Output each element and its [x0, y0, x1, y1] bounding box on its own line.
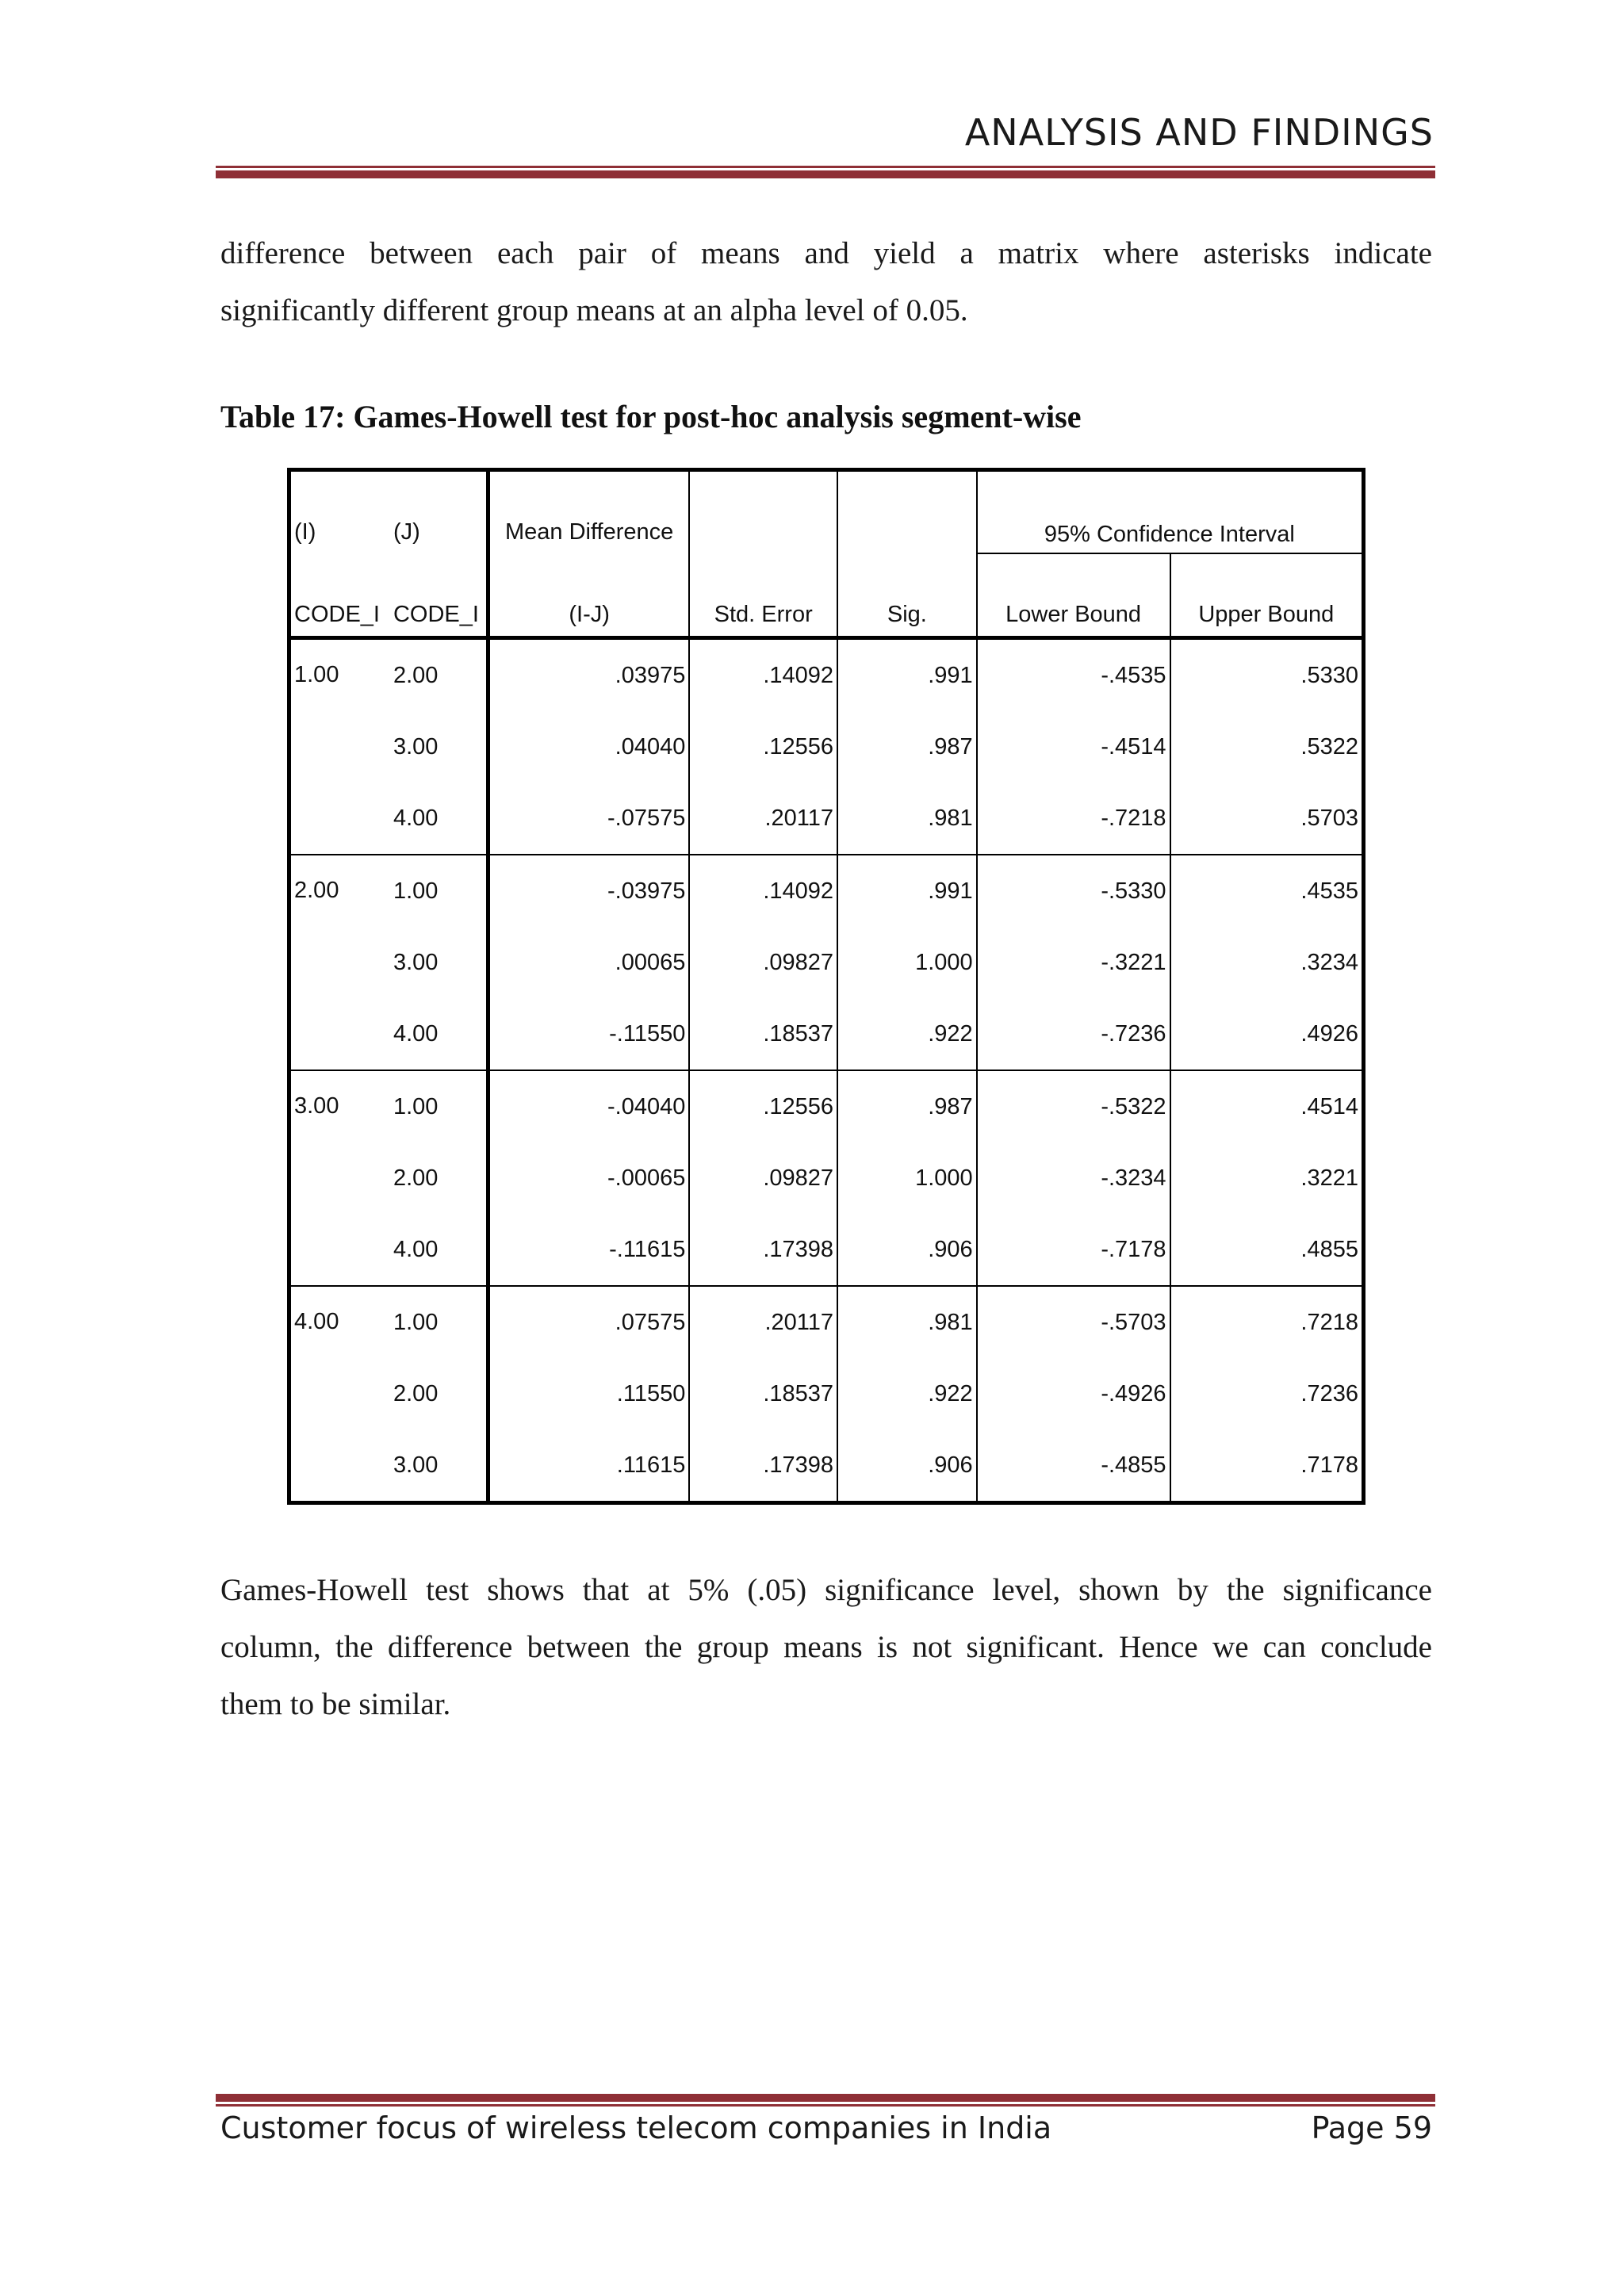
cell-sig: .906 — [837, 1214, 977, 1286]
cell-lower-bound: -.4855 — [977, 1429, 1170, 1503]
cell-mean-diff: .03975 — [488, 638, 689, 712]
cell-mean-diff: -.07575 — [488, 783, 689, 855]
table-row — [289, 1214, 1364, 1286]
cell-std-error: .12556 — [689, 711, 837, 783]
footer-title: Customer focus of wireless telecom companies in India — [220, 2110, 1052, 2145]
cell-std-error: .20117 — [689, 1286, 837, 1358]
table-row — [289, 855, 1364, 927]
page-header-title: ANALYSIS AND FINDINGS — [964, 111, 1434, 154]
cell-lower-bound: -.4926 — [977, 1358, 1170, 1429]
cell-mean-diff: .07575 — [488, 1286, 689, 1358]
cell-code-j: 2.00 — [390, 638, 488, 712]
header-std-error: Std. Error — [689, 553, 837, 638]
cell-code-j: 1.00 — [390, 1070, 488, 1142]
header-confidence-interval: 95% Confidence Interval — [977, 470, 1364, 554]
cell-upper-bound: .4855 — [1170, 1214, 1364, 1286]
cell-upper-bound: .4926 — [1170, 998, 1364, 1070]
header-mean-diff-2: (I-J) — [488, 553, 689, 638]
cell-mean-diff: .11615 — [488, 1429, 689, 1503]
conclusion-line-1: Games-Howell test shows that at 5% (.05) significance level, shown by the significance — [220, 1573, 1432, 1607]
cell-std-error: .18537 — [689, 1358, 837, 1429]
cell-upper-bound: .5703 — [1170, 783, 1364, 855]
conclusion-line-3: them to be similar. — [220, 1687, 451, 1721]
cell-mean-diff: -.00065 — [488, 1142, 689, 1214]
cell-code-i: 1.00 — [289, 638, 390, 855]
cell-code-i: 4.00 — [294, 1309, 339, 1334]
cell-lower-bound: -.5330 — [977, 855, 1170, 927]
table-row — [289, 1429, 1364, 1503]
cell-upper-bound: .7218 — [1300, 1309, 1358, 1335]
cell-upper-bound: .3221 — [1300, 1165, 1358, 1191]
cell-std-error: .14092 — [689, 638, 837, 712]
cell-lower-bound: -.7236 — [977, 998, 1170, 1070]
table-row — [289, 927, 1364, 998]
cell-mean-diff: .00065 — [488, 927, 689, 998]
table-row — [289, 1358, 1364, 1429]
cell-code-j: 3.00 — [390, 711, 488, 783]
cell-code-i: 3.00 — [289, 1070, 390, 1286]
header-mean-diff-1: Mean Difference — [488, 470, 689, 554]
cell-lower-bound: -.4514 — [977, 711, 1170, 783]
header-i-1: (I) — [294, 519, 316, 545]
cell-std-error: .12556 — [689, 1070, 837, 1142]
cell-code-i: 2.00 — [289, 855, 390, 1070]
cell-sig: 1.000 — [837, 927, 977, 998]
cell-std-error: .17398 — [689, 1429, 837, 1503]
cell-code-j: 2.00 — [390, 1142, 488, 1214]
cell-upper-bound: .4514 — [1300, 1093, 1358, 1119]
cell-code-j: 4.00 — [390, 783, 488, 855]
header-sig: Sig. — [837, 553, 977, 638]
table-row — [289, 1286, 1364, 1358]
table-row — [289, 1142, 1364, 1214]
cell-std-error: .20117 — [689, 783, 837, 855]
cell-lower-bound: -.4535 — [977, 638, 1170, 712]
header-j-2: CODE_I — [390, 553, 488, 638]
table-header-row-1 — [289, 470, 1364, 554]
cell-sig: .922 — [837, 1358, 977, 1429]
table-row — [289, 1070, 1364, 1142]
cell-sig: .906 — [837, 1429, 977, 1503]
table-row — [289, 783, 1364, 855]
table-row — [289, 638, 1364, 712]
cell-mean-diff: .04040 — [488, 711, 689, 783]
header-std-error-spacer — [689, 470, 837, 554]
cell-mean-diff: -.03975 — [488, 855, 689, 927]
header-j-1: (J) — [390, 470, 488, 554]
cell-lower-bound: -.7178 — [977, 1214, 1170, 1286]
cell-sig: .991 — [837, 855, 977, 927]
cell-mean-diff: -.04040 — [488, 1070, 689, 1142]
intro-line-2: significantly different group means at an alpha level of 0.05. — [220, 293, 968, 327]
cell-sig: .991 — [837, 638, 977, 712]
cell-sig: .922 — [837, 998, 977, 1070]
games-howell-table — [287, 468, 1365, 1505]
cell-std-error: .18537 — [689, 998, 837, 1070]
cell-std-error: .14092 — [689, 855, 837, 927]
cell-mean-diff: .11550 — [488, 1358, 689, 1429]
cell-lower-bound: -.3221 — [977, 927, 1170, 998]
cell-upper-bound: .3234 — [1300, 949, 1358, 975]
cell-mean-diff: -.11615 — [488, 1214, 689, 1286]
cell-upper-bound: .5322 — [1300, 733, 1358, 760]
cell-std-error: .09827 — [689, 1142, 837, 1214]
intro-line-1: difference between each pair of means and yield a matrix where asterisks indicate — [220, 236, 1432, 270]
cell-lower-bound: -.5703 — [977, 1286, 1170, 1358]
cell-code-j: 2.00 — [390, 1358, 488, 1429]
cell-sig: .987 — [837, 711, 977, 783]
header-sig-spacer — [837, 470, 977, 554]
footer-rule-thick — [216, 2094, 1435, 2102]
cell-upper-bound: .7236 — [1300, 1380, 1358, 1406]
cell-upper-bound: .7178 — [1300, 1452, 1358, 1478]
cell-upper-bound: .5330 — [1300, 662, 1358, 688]
header-i-2: CODE_I — [289, 553, 390, 638]
footer-page-number: Page 59 — [1311, 2110, 1432, 2145]
cell-sig: .981 — [837, 1286, 977, 1358]
cell-sig: .981 — [837, 783, 977, 855]
header-upper-bound: Upper Bound — [1170, 553, 1364, 638]
cell-sig: 1.000 — [837, 1142, 977, 1214]
cell-lower-bound: -.5322 — [977, 1070, 1170, 1142]
header-lower-bound: Lower Bound — [977, 553, 1170, 638]
cell-code-j: 3.00 — [390, 927, 488, 998]
conclusion-line-2: column, the difference between the group means is not significant. Hence we can conclude — [220, 1630, 1432, 1664]
footer-rule-thin — [216, 2104, 1435, 2107]
table-row — [289, 711, 1364, 783]
cell-std-error: .09827 — [689, 927, 837, 998]
cell-lower-bound: -.7218 — [977, 783, 1170, 855]
header-rule-thin — [216, 166, 1435, 168]
header-rule-thick — [216, 170, 1435, 178]
cell-lower-bound: -.3234 — [977, 1142, 1170, 1214]
table-header-row-2 — [289, 553, 1364, 638]
cell-mean-diff: -.11550 — [488, 998, 689, 1070]
table-row — [289, 998, 1364, 1070]
cell-upper-bound: .4535 — [1300, 878, 1358, 904]
cell-code-j: 4.00 — [390, 1214, 488, 1286]
table-caption: Table 17: Games-Howell test for post-hoc analysis segment-wise — [220, 399, 1082, 434]
cell-code-j: 1.00 — [390, 855, 488, 927]
cell-std-error: .17398 — [689, 1214, 837, 1286]
cell-sig: .987 — [837, 1070, 977, 1142]
cell-code-j: 4.00 — [390, 998, 488, 1070]
cell-code-j: 1.00 — [390, 1286, 488, 1358]
cell-code-j: 3.00 — [390, 1429, 488, 1503]
